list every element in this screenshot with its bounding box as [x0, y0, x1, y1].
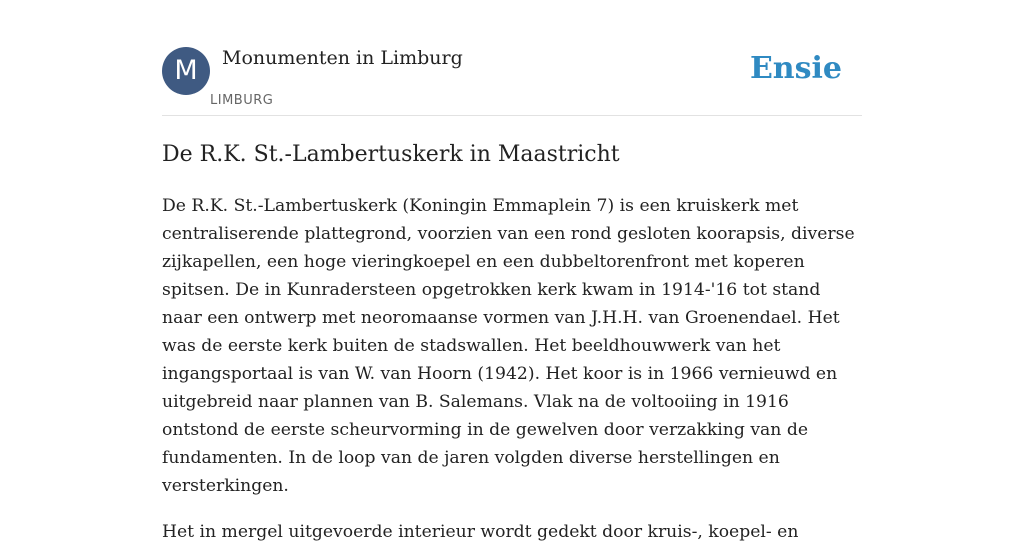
- site-header: [162, 47, 862, 115]
- site-title[interactable]: Monumenten in Limburg: [222, 47, 463, 69]
- brand-logo[interactable]: Ensie: [749, 51, 842, 86]
- article: [162, 140, 862, 546]
- avatar[interactable]: M: [162, 47, 210, 95]
- header-divider: [162, 115, 862, 116]
- article-paragraph: De R.K. St.-Lambertuskerk (Koningin Emmaplein 7) is een kruiskerk met centraliserende plattegrond, voorzien van een rond gesloten koorapsis, diverse zijkapellen, een hoge vieringkoepel en een dubbeltorenfront met koperen spitsen. De in Kunradersteen opgetrokken kerk kwam in 1914-'16 tot stand naar een ontwerp met neoromaanse vormen van J.H.H. van Groenendael. Het was de eerste kerk buiten de stadswallen. Het beeldhouwwerk van het ingangsportaal is van W. van Hoorn (1942). Het koor is in 1966 vernieuwd en uitgebreid naar plannen van B. Salemans. Vlak na de voltooiing in 1916 ontstond de eerste scheurvorming in de gewelven door verzakking van de fundamenten. In de loop van de jaren volgden diverse herstellingen en versterkingen.: [162, 196, 855, 496]
- article-paragraph: Het in mergel uitgevoerde interieur wordt gedekt door kruis-, koepel- en: [162, 522, 799, 542]
- article-title: De R.K. St.-Lambertuskerk in Maastricht: [162, 142, 620, 167]
- site-subtitle[interactable]: LIMBURG: [210, 93, 274, 108]
